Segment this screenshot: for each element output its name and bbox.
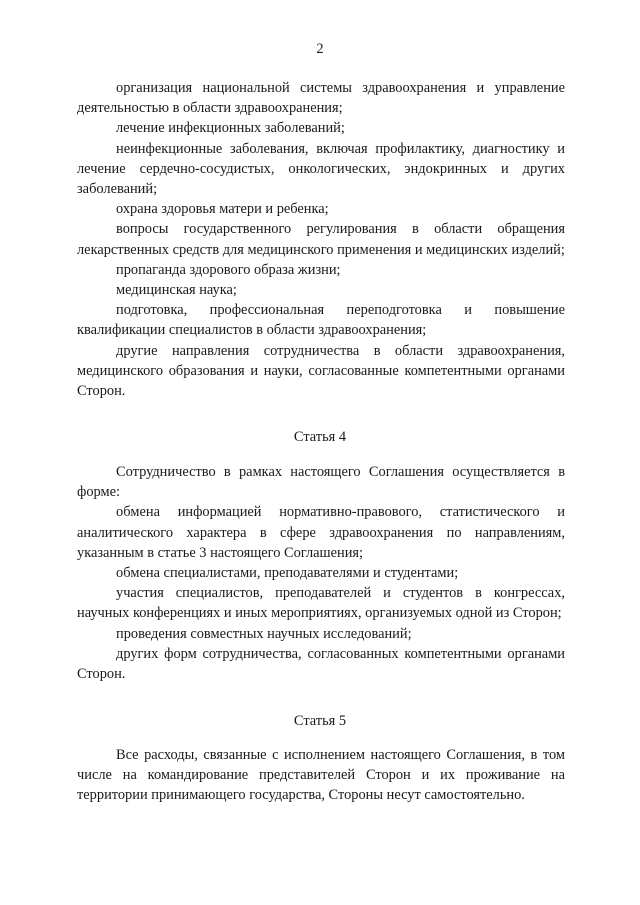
- list-item: пропаганда здорового образа жизни;: [116, 261, 341, 278]
- list-item: организация национальной системы здравоохранения и управление деятельностью в области здравоохранения;: [77, 80, 565, 117]
- list-item: Сотрудничество в рамках настоящего Соглашения осуществляется в форме:: [77, 464, 565, 501]
- list-item: неинфекционные заболевания, включая профилактику, диагностику и лечение сердечно-сосудистых, онкологических, эндокринных и других заболеваний;: [77, 140, 565, 198]
- list-item: Все расходы, связанные с исполнением настоящего Соглашения, в том числе на командирование представителей Сторон и их проживание на территории принимающего государства, Стороны несут самостоятельно.: [77, 747, 565, 804]
- page-number: 2: [316, 41, 324, 57]
- list-item: вопросы государственного регулирования в области обращения лекарственных средств для медицинского применения и медицинских изделий;: [77, 221, 565, 258]
- list-item: участия специалистов, преподавателей и студентов в конгрессах, научных конференциях и иных мероприятиях, организуемых одной из Сторон;: [77, 585, 565, 622]
- article3-list: [77, 78, 565, 401]
- list-item: других форм сотрудничества, согласованных компетентными органами Сторон.: [77, 645, 565, 683]
- article4-body: [77, 462, 565, 684]
- list-item: охрана здоровья матери и ребенка;: [116, 201, 329, 218]
- article5-heading: Статья 5: [293, 713, 347, 729]
- article5-body: [77, 745, 565, 806]
- list-item: обмена информацией нормативно-правового, статистического и аналитического характера в сфере здравоохранения по направлениям, указанным в статье 3 настоящего Соглашения;: [77, 504, 565, 561]
- list-item: медицинская наука;: [116, 282, 237, 299]
- list-item: лечение инфекционных заболеваний;: [116, 120, 345, 137]
- list-item: подготовка, профессиональная переподготовка и повышение квалификации специалистов в области здравоохранения;: [77, 302, 565, 339]
- list-item: другие направления сотрудничества в области здравоохранения, медицинского образования и науки, согласованные компетентными органами Сторон.: [77, 342, 565, 400]
- article4-heading: Статья 4: [293, 429, 347, 445]
- list-item: проведения совместных научных исследований;: [116, 625, 412, 642]
- list-item: обмена специалистами, преподавателями и студентами;: [116, 565, 459, 582]
